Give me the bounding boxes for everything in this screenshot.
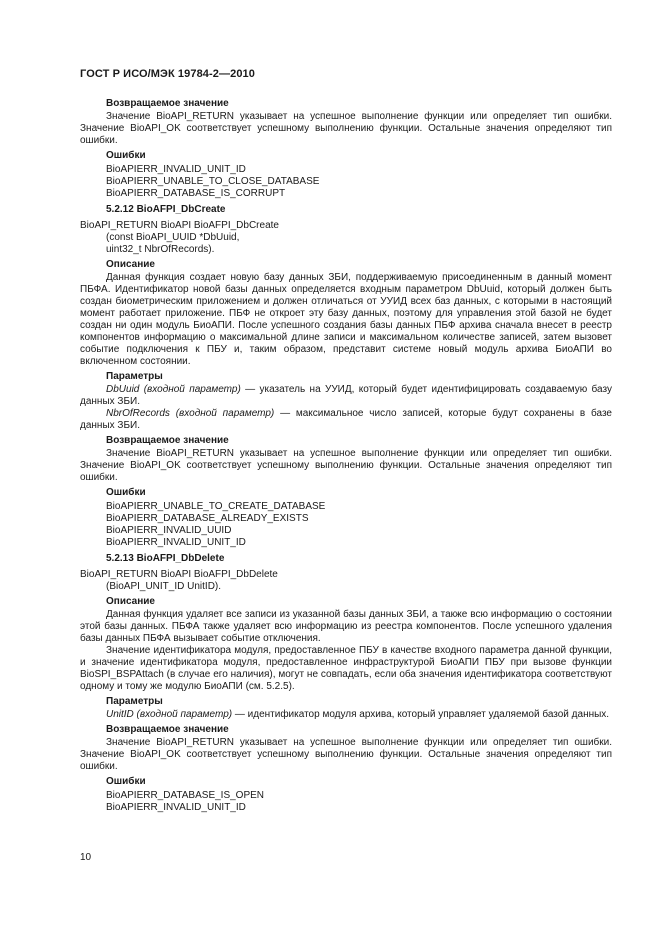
errors-heading: Ошибки [106,487,146,498]
description-text: Данная функция создает новую базу данных ЗБИ, поддерживаемую присоединенным в данный момент ПБФА. Идентификатор новой базы данных определяется входным параметром DbUuid, который должен быть создан биометрическим приложением и должен отличаться от УУИД всех баз данных, с которыми в настоящий момент работает приложение. ПБФ не откроет эту базу данных, поэтому для управления этой базой не будет создан ни один модуль БиоАПИ. После успешного создания базы данных ПБФ архива сначала внесет в реестр компонентов информацию о максимальной длине записи и максимальном количестве записей, затем вызовет событие подключения к ПБУ и, таким образом, представит системе новый модуль архива БиоАПИ во включенном состоянии. [80,272,612,367]
parameter-name: DbUuid (входной параметр) [106,384,241,395]
error-code: BioAPIERR_DATABASE_ALREADY_EXISTS [106,513,309,524]
description-heading: Описание [106,596,155,607]
error-code: BioAPIERR_INVALID_UNIT_ID [106,164,246,175]
error-code: BioAPIERR_INVALID_UNIT_ID [106,802,246,813]
parameters-heading: Параметры [106,696,163,707]
section-title-dbdelete: 5.2.13 BioAFPI_DbDelete [106,553,225,564]
description-heading: Описание [106,259,155,270]
return-value-heading: Возвращаемое значение [106,435,229,446]
description-text: Значение идентификатора модуля, предоставленное ПБУ в качестве входного параметра данной функции, и значение идентификатора модуля, предоставленное инфраструктурой БиоАПИ ПБУ при вызове функции BioSPI_BSPAttach (в случае его наличия), могут не совпадать, если оба значения идентификатора соответствуют одному и тому же модулю БиоАПИ (см. 5.2.5). [80,645,612,692]
function-prototype-arg: (const BioAPI_UUID *DbUuid, [106,232,240,243]
error-code: BioAPIERR_INVALID_UUID [106,525,232,536]
parameter-name: NbrOfRecords (входной параметр) [106,408,275,419]
error-list [80,790,612,814]
return-value-heading: Возвращаемое значение [106,98,229,109]
function-prototype-arg: (BioAPI_UNIT_ID UnitID). [106,581,222,592]
standard-header: ГОСТ Р ИСО/МЭК 19784-2—2010 [80,68,255,80]
parameter-description [80,384,612,408]
errors-heading: Ошибки [106,776,146,787]
return-value-text: Значение BioAPI_RETURN указывает на успешное выполнение функции или определяет тип ошибки. Значение BioAPI_OK соответствует успешному выполнению функции. Остальные значения определяют тип ошибки. [80,448,612,483]
parameter-text: — максимальное число записей, которые будут сохранены в базе данных ЗБИ. [80,408,612,431]
parameter-text: — указатель на УУИД, который будет идентифицировать создаваемую базу данных ЗБИ. [80,384,612,407]
errors-heading: Ошибки [106,150,146,161]
return-value-text: Значение BioAPI_RETURN указывает на успешное выполнение функции или определяет тип ошибки. Значение BioAPI_OK соответствует успешному выполнению функции. Остальные значения определяют тип ошибки. [80,737,612,772]
error-code: BioAPIERR_UNABLE_TO_CREATE_DATABASE [106,501,326,512]
error-code: BioAPIERR_UNABLE_TO_CLOSE_DATABASE [106,176,320,187]
description-text: Данная функция удаляет все записи из указанной базы данных ЗБИ, а также всю информацию о состоянии этой базы данных. ПБФА также удаляет всю информацию из реестра компонентов. После успешного удаления базы данных ПБФА вызывает событие отключения. [80,609,612,644]
error-list [80,164,612,200]
section-title-dbcreate: 5.2.12 BioAFPI_DbCreate [106,204,226,215]
parameter-text: — идентификатор модуля архива, который управляет удаляемой базой данных. [232,709,610,720]
page-number: 10 [80,852,92,863]
parameter-description [80,408,612,432]
parameters-heading: Параметры [106,371,163,382]
function-prototype-arg: uint32_t NbrOfRecords). [106,244,215,255]
parameter-name: UnitID (входной параметр) [106,709,233,720]
function-prototype: BioAPI_RETURN BioAPI BioAFPI_DbCreate [80,220,279,231]
document-body [80,95,612,816]
return-value-heading: Возвращаемое значение [106,724,229,735]
return-value-text: Значение BioAPI_RETURN указывает на успешное выполнение функции или определяет тип ошибки. Значение BioAPI_OK соответствует успешному выполнению функции. Остальные значения определяют тип ошибки. [80,111,612,146]
function-prototype: BioAPI_RETURN BioAPI BioAFPI_DbDelete [80,569,278,580]
error-code: BioAPIERR_DATABASE_IS_OPEN [106,790,265,801]
error-code: BioAPIERR_INVALID_UNIT_ID [106,537,246,548]
parameter-description [80,709,612,721]
error-list [80,501,612,549]
error-code: BioAPIERR_DATABASE_IS_CORRUPT [106,188,286,199]
